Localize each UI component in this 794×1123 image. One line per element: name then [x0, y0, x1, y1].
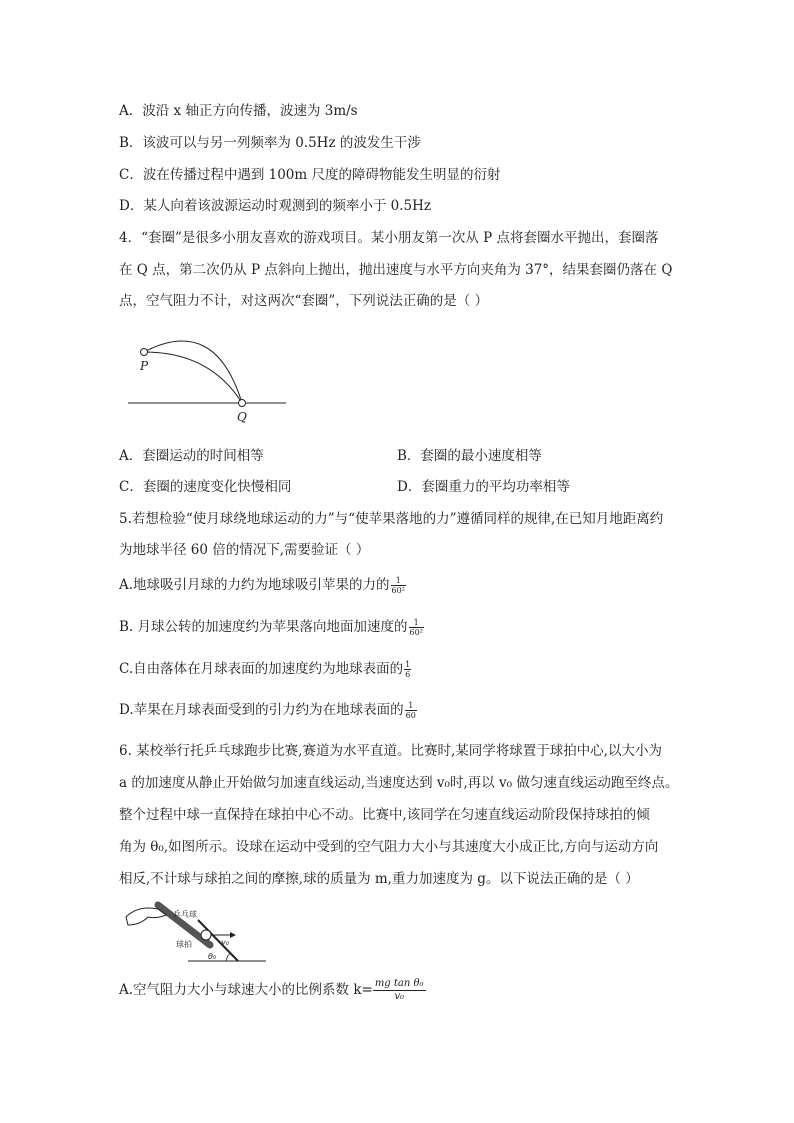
q4-trajectory-figure — [120, 335, 290, 430]
q5-option-d-fraction — [405, 701, 417, 720]
q5-option-a-fraction — [391, 576, 406, 595]
fraction-denominator: 60² — [391, 586, 405, 595]
fraction-numerator: 1 — [409, 618, 424, 628]
q5-stem-line1: 5.若想检验“使月球绕地球运动的力”与“使苹果落地的力”遵循同样的规律,在已知月地距离约 — [119, 511, 664, 527]
horizontal-throw-path — [144, 352, 242, 403]
label-v0: v₀ — [221, 938, 229, 947]
q6-stem-line2: a 的加速度从静止开始做匀加速直线运动,当速度达到 v₀时,再以 v₀ 做匀速直线运动跑至终点。 — [119, 775, 679, 791]
q5-option-a — [119, 576, 406, 595]
q5-option-b — [119, 618, 424, 637]
q6-paddle-figure — [118, 895, 268, 970]
label-p: P — [140, 359, 149, 373]
q6-option-a-text: A.空气阻力大小与球速大小的比例系数 k= — [119, 982, 373, 998]
q3-option-a: A．波沿 x 轴正方向传播，波速为 3m/s — [119, 103, 358, 119]
fraction-denominator: 60 — [405, 711, 416, 720]
fraction-numerator: 1 — [405, 660, 411, 669]
q5-option-d — [119, 701, 417, 720]
q5-option-c — [119, 660, 411, 679]
q4-stem-line2: 在 Q 点，第二次仍从 P 点斜向上抛出，抛出速度与水平方向夹角为 37°，结果套圈仍落在 Q — [119, 262, 673, 278]
ping-pong-ball — [201, 930, 211, 940]
fraction-numerator: mg tan θ₀ — [374, 978, 424, 989]
q4-option-c: C．套圈的速度变化快慢相同 — [119, 479, 292, 495]
q6-stem-line3: 整个过程中球一直保持在球拍中心不动。比赛中,该同学在匀速直线运动阶段保持球拍的倾 — [119, 807, 650, 823]
q4-option-d: D．套圈重力的平均功率相等 — [397, 479, 570, 495]
fraction-denominator: v₀ — [394, 991, 405, 1002]
label-ping-pong-ball: 乒乓球 — [173, 910, 197, 919]
point-q — [239, 400, 246, 407]
q6-stem-line4: 角为 θ₀,如图所示。设球在运动中受到的空气阻力大小与其速度大小成正比,方向与运动方向 — [119, 839, 659, 855]
q5-option-c-fraction — [404, 660, 411, 679]
q6-stem-line5: 相反,不计球与球拍之间的摩擦,球的质量为 m,重力加速度为 g。以下说法正确的是（ ） — [119, 871, 639, 887]
q6-option-a-fraction — [373, 978, 426, 1003]
q4-option-b: B．套圈的最小速度相等 — [397, 448, 542, 464]
q4-stem-line1: 4．“套圈”是很多小朋友喜欢的游戏项目。某小朋友第一次从 P 点将套圈水平抛出，套圈落 — [119, 230, 659, 246]
q5-option-b-text: B. 月球公转的加速度约为苹果落向地面加速度的 — [119, 619, 408, 635]
q3-option-b: B．该波可以与另一列频率为 0.5Hz 的波发生干涉 — [119, 135, 421, 151]
fraction-numerator: 1 — [391, 576, 406, 586]
q4-stem-line3: 点，空气阻力不计，对这两次“套圈”，下列说法正确的是（ ） — [119, 293, 489, 309]
oblique-throw-path — [144, 341, 242, 403]
fraction-denominator: 60² — [409, 628, 423, 637]
hand-icon — [126, 908, 166, 925]
fraction-numerator: 1 — [405, 701, 417, 711]
velocity-arrowhead — [230, 932, 236, 938]
q5-option-a-text: A.地球吸引月球的力约为地球吸引苹果的力的 — [119, 577, 390, 593]
q3-option-d: D．某人向着该波源运动时观测到的频率小于 0.5Hz — [119, 198, 431, 214]
angle-arc — [226, 954, 231, 961]
q5-stem-line2: 为地球半径 60 倍的情况下,需要验证（ ） — [119, 542, 370, 558]
label-q: Q — [237, 410, 247, 424]
fraction-denominator: 6 — [405, 670, 411, 679]
q5-option-b-fraction — [409, 618, 424, 637]
q4-option-a: A．套圈运动的时间相等 — [119, 448, 264, 464]
q6-option-a — [119, 978, 426, 1003]
q3-option-c: C．波在传播过程中遇到 100m 尺度的障碍物能发生明显的衍射 — [119, 167, 501, 183]
q5-option-d-text: D.苹果在月球表面受到的引力约为在地球表面的 — [119, 702, 404, 718]
label-theta0: θ₀ — [208, 952, 217, 961]
label-paddle: 球拍 — [176, 940, 192, 949]
q6-stem-line1: 6. 某校举行托乒乓球跑步比赛,赛道为水平直道。比赛时,某同学将球置于球拍中心,以大小为 — [119, 743, 663, 759]
point-p — [141, 349, 148, 356]
q5-option-c-text: C.自由落体在月球表面的加速度约为地球表面的 — [119, 661, 404, 677]
